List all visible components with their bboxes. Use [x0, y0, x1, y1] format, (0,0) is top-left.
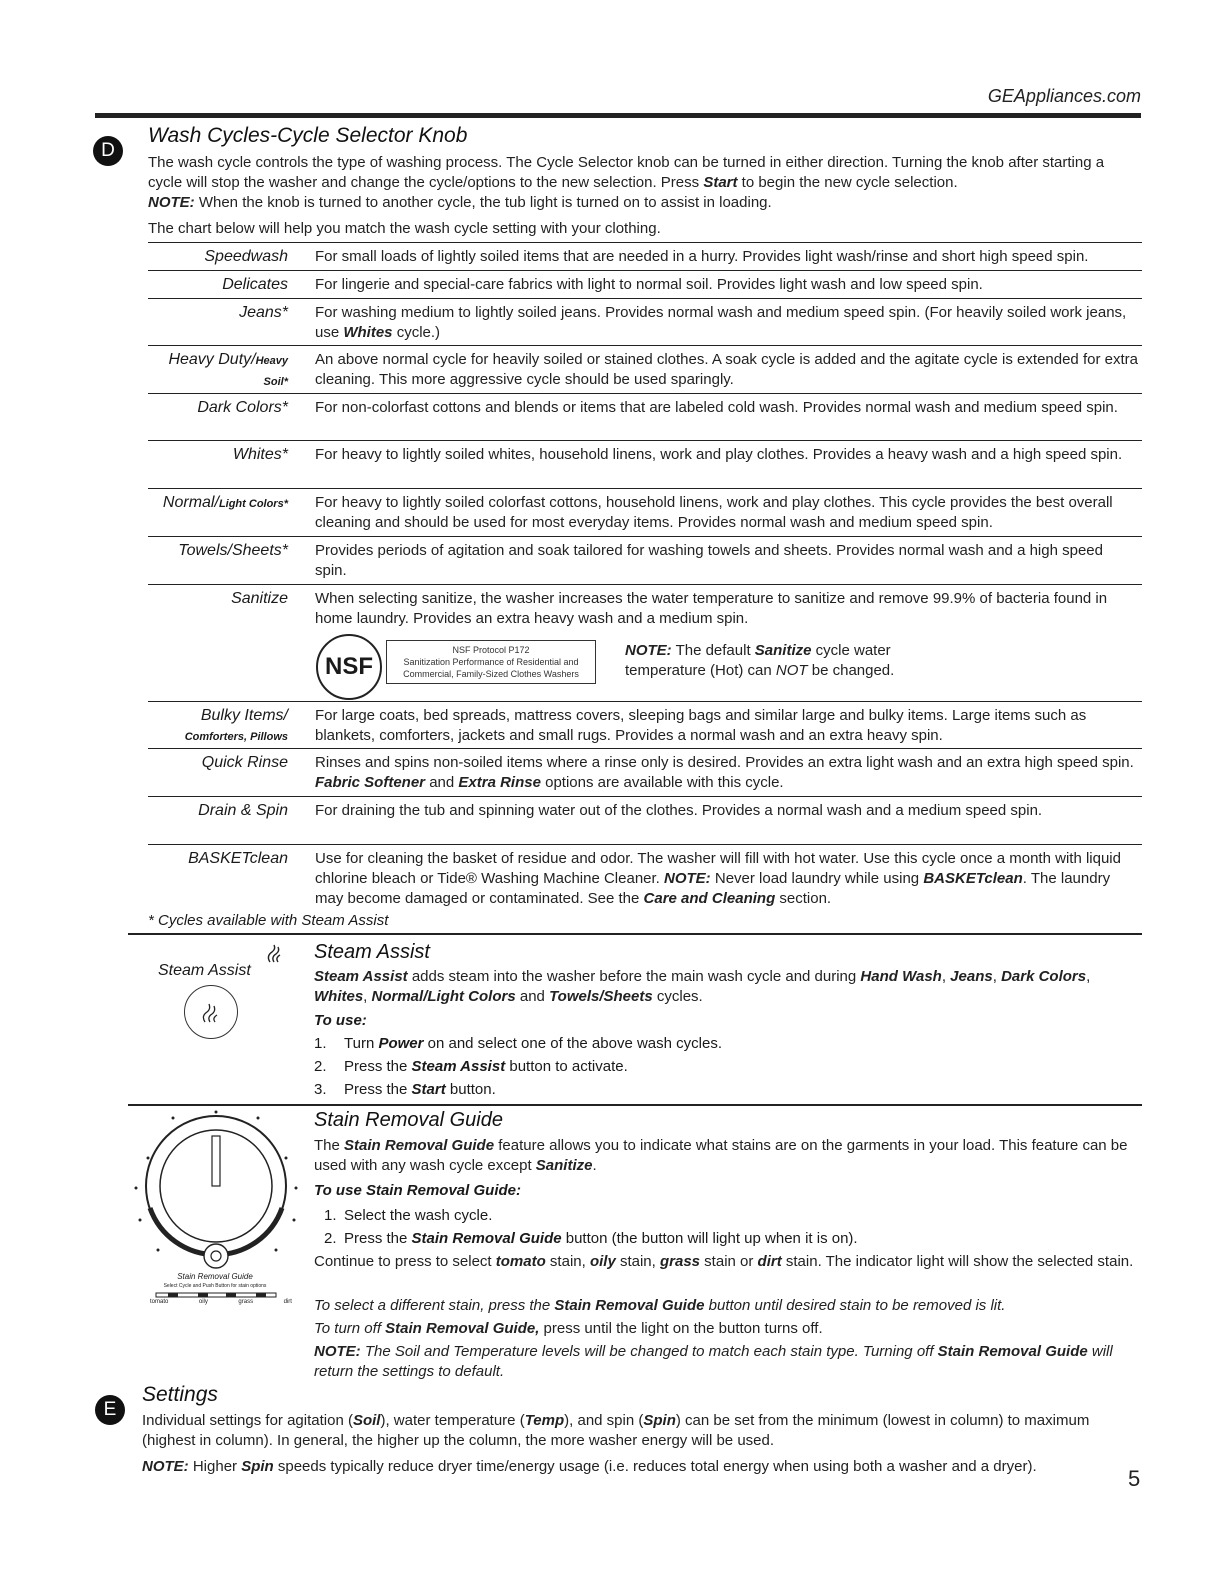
cycle-desc: An above normal cycle for heavily soiled or stained clothes. A soak cycle is added and the agitate cycle is extended for extra cleaning. This more aggressive cycle should be used sparingly. — [315, 351, 1138, 388]
cycle-name: Jeans* — [239, 304, 288, 321]
cycle-row-towels-sheets — [148, 536, 1142, 585]
site-url: GEAppliances.com — [987, 86, 1141, 106]
cycle-name: Bulky Items/ Comforters, Pillows — [184, 707, 288, 743]
cycle-row-delicates — [148, 270, 1142, 299]
cycle-desc: For heavy to lightly soiled colorfast cottons, household linens, work and play clothes. This cycle provides the best overall cleaning and should be used for most everyday items. Provides normal wash and medium speed spin. — [315, 494, 1113, 531]
stain-removal-steps — [324, 1204, 858, 1250]
cycle-name: Towels/Sheets* — [178, 542, 288, 559]
settings-note: NOTE: Higher Spin speeds typically reduce dryer time/energy usage (i.e. reduces total energy when using both a washer and a dryer). — [142, 1458, 1037, 1475]
cycle-name: Delicates — [222, 276, 288, 293]
list-item: 1. Turn Power on and select one of the above wash cycles. — [314, 1035, 722, 1052]
stain-option-oily[interactable]: oily — [198, 1299, 208, 1305]
nsf-logo-icon: NSF — [316, 634, 382, 700]
cycle-row-dark-colors — [148, 393, 1142, 441]
page-number: 5 — [1128, 1466, 1141, 1491]
section-intro: The wash cycle controls the type of washing process. The Cycle Selector knob can be turned in either direction. Turning the knob after starting a cycle will stop the washer and change the cycle/options to the new selection. Press Start to begin the new cycle selection. NOTE: When the knob is turned to another cycle, the tub light is turned on to assist in loading. — [148, 154, 1105, 211]
cycle-desc: For large coats, bed spreads, mattress covers, sleeping bags and similar large and bulky items. Large items such as blankets, comforters, jackets and small rugs. Provides a normal wash and an extra heavy spin. — [315, 707, 1087, 744]
cycle-desc: Rinses and spins non-soiled items where a rinse only is desired. Provides an extra light wash and an extra high speed spin. Fabric Softener and Extra Rinse options are available with this cycle. — [315, 754, 1134, 791]
cycle-row-quick-rinse — [148, 748, 1142, 797]
cycle-desc: Use for cleaning the basket of residue and odor. The washer will fill with hot water. Use this cycle once a month with liquid chlorine bleach or Tide® Washing Machine Cleaner. NOTE: Never load laundry while using BASKETclean. The laundry may become damaged or contaminated. See the Care and Cleaning section. — [315, 850, 1121, 907]
steam-assist-button[interactable] — [184, 985, 238, 1039]
stain-off-text: To turn off Stain Removal Guide, press until the light on the button turns off. — [314, 1320, 823, 1337]
cycle-row-whites — [148, 440, 1142, 489]
cycle-name: BASKETclean — [188, 850, 288, 867]
cycle-name: Sanitize — [231, 590, 288, 607]
cycle-desc: For washing medium to lightly soiled jeans. Provides normal wash and medium speed spin. (For heavily soiled work jeans, use Whites cycle.) — [315, 304, 1127, 341]
list-item: 2. Press the Steam Assist button to activate. — [314, 1058, 628, 1075]
cycle-name: Speedwash — [204, 248, 288, 265]
steam-assist-button-label: Steam Assist — [158, 962, 251, 979]
cycle-name: Whites* — [232, 446, 288, 463]
list-item: 2. Press the Stain Removal Guide button (the button will light up when it is on). — [324, 1230, 858, 1247]
section-divider — [128, 1104, 1142, 1106]
cycle-desc: For non-colorfast cottons and blends or items that are labeled cold wash. Provides normal wash and medium speed spin. — [315, 399, 1118, 416]
knob-caption: Stain Removal Guide — [177, 1272, 253, 1281]
steam-icon — [262, 942, 288, 968]
list-item: 1. Select the wash cycle. — [324, 1207, 493, 1224]
steam-assist-title: Steam Assist — [314, 941, 430, 963]
stain-option-dirt[interactable]: dirt — [283, 1299, 292, 1305]
steam-assist-to-use: To use: — [314, 1012, 367, 1029]
cycle-name: Dark Colors* — [197, 399, 288, 416]
nsf-certification-box: NSF Protocol P172 Sanitization Performance of Residential and Commercial, Family-Sized Clothes Washers — [386, 640, 596, 684]
stain-option-grass[interactable]: grass — [238, 1299, 254, 1305]
stain-removal-note: NOTE: The Soil and Temperature levels will be changed to match each stain type. Turning off Stain Removal Guide will return the settings to default. — [314, 1343, 1113, 1380]
section-title-settings: Settings — [142, 1383, 218, 1406]
section-badge-e: E — [95, 1395, 125, 1425]
cycle-name: Drain & Spin — [198, 802, 288, 819]
cycle-desc: For draining the tub and spinning water out of the clothes. Provides a normal wash and a medium speed spin. — [315, 802, 1043, 819]
cycle-desc: Provides periods of agitation and soak tailored for washing towels and sheets. Provides normal wash and a high speed spin. — [315, 542, 1103, 579]
cycle-row-speedwash — [148, 242, 1142, 271]
cycle-name: Normal/Light Colors* — [162, 494, 288, 511]
cycle-name: Heavy Duty/Heavy Soil* — [168, 351, 288, 388]
section-badge-d: D — [93, 136, 123, 166]
cycle-row-bulky-items — [148, 701, 1142, 749]
stain-selection-text: Continue to press to select tomato stain, oily stain, grass stain or dirt stain. The indicator light will show the selected stain. — [314, 1253, 1134, 1270]
steam-assist-steps — [314, 1032, 722, 1101]
header-rule — [95, 113, 1141, 118]
stain-change-text: To select a different stain, press the Stain Removal Guide button until desired stain to be removed is lit. — [314, 1297, 1006, 1314]
cycle-desc: For small loads of lightly soiled items that are needed in a hurry. Provides light wash/rinse and short high speed spin. — [315, 248, 1089, 265]
steam-assist-description: Steam Assist adds steam into the washer before the main wash cycle and during Hand Wash, Jeans, Dark Colors, Whites, Normal/Light Colors and Towels/Sheets cycles. — [314, 968, 1091, 1005]
section-title-wash-cycles: Wash Cycles-Cycle Selector Knob — [148, 124, 468, 147]
chart-intro: The chart below will help you match the wash cycle setting with your clothing. — [148, 220, 661, 237]
stain-option-tomato[interactable]: tomato — [150, 1299, 169, 1305]
settings-description: Individual settings for agitation (Soil), water temperature (Temp), and spin (Spin) can be set from the minimum (lowest in column) to maximum (highest in column). In general, the higher up the column, the more washer energy will be used. — [142, 1412, 1090, 1449]
sanitize-note: NOTE: The default Sanitize cycle water temperature (Hot) can NOT be changed. — [625, 642, 895, 679]
cycle-desc: When selecting sanitize, the washer increases the water temperature to sanitize and remove 99.9% of bacteria found in home laundry. Provides an extra heavy wash and a medium spin. — [315, 590, 1108, 627]
cycle-row-normal — [148, 488, 1142, 537]
cycle-row-jeans — [148, 298, 1142, 346]
knob-subcaption: Select Cycle and Push Button for stain options — [163, 1283, 267, 1289]
cycle-row-heavy-duty — [148, 345, 1142, 394]
knob-stain-options — [150, 1299, 292, 1305]
cycle-desc: For heavy to lightly soiled whites, household linens, work and play clothes. Provides a heavy wash and a high speed spin. — [315, 446, 1123, 463]
cycles-footnote: * Cycles available with Steam Assist — [148, 912, 389, 929]
stain-removal-to-use: To use Stain Removal Guide: — [314, 1182, 521, 1199]
cycle-row-drain-spin — [148, 796, 1142, 845]
stain-removal-title: Stain Removal Guide — [314, 1109, 503, 1131]
section-divider — [128, 933, 1142, 935]
list-item: 3. Press the Start button. — [314, 1081, 496, 1098]
cycle-desc: For lingerie and special-care fabrics with light to normal soil. Provides light wash and low speed spin. — [315, 276, 983, 293]
cycle-row-basketclean — [148, 844, 1142, 913]
stain-removal-description: The Stain Removal Guide feature allows you to indicate what stains are on the garments in your load. This feature can be used with any wash cycle except Sanitize. — [314, 1137, 1128, 1174]
cycle-name: Quick Rinse — [201, 754, 288, 771]
